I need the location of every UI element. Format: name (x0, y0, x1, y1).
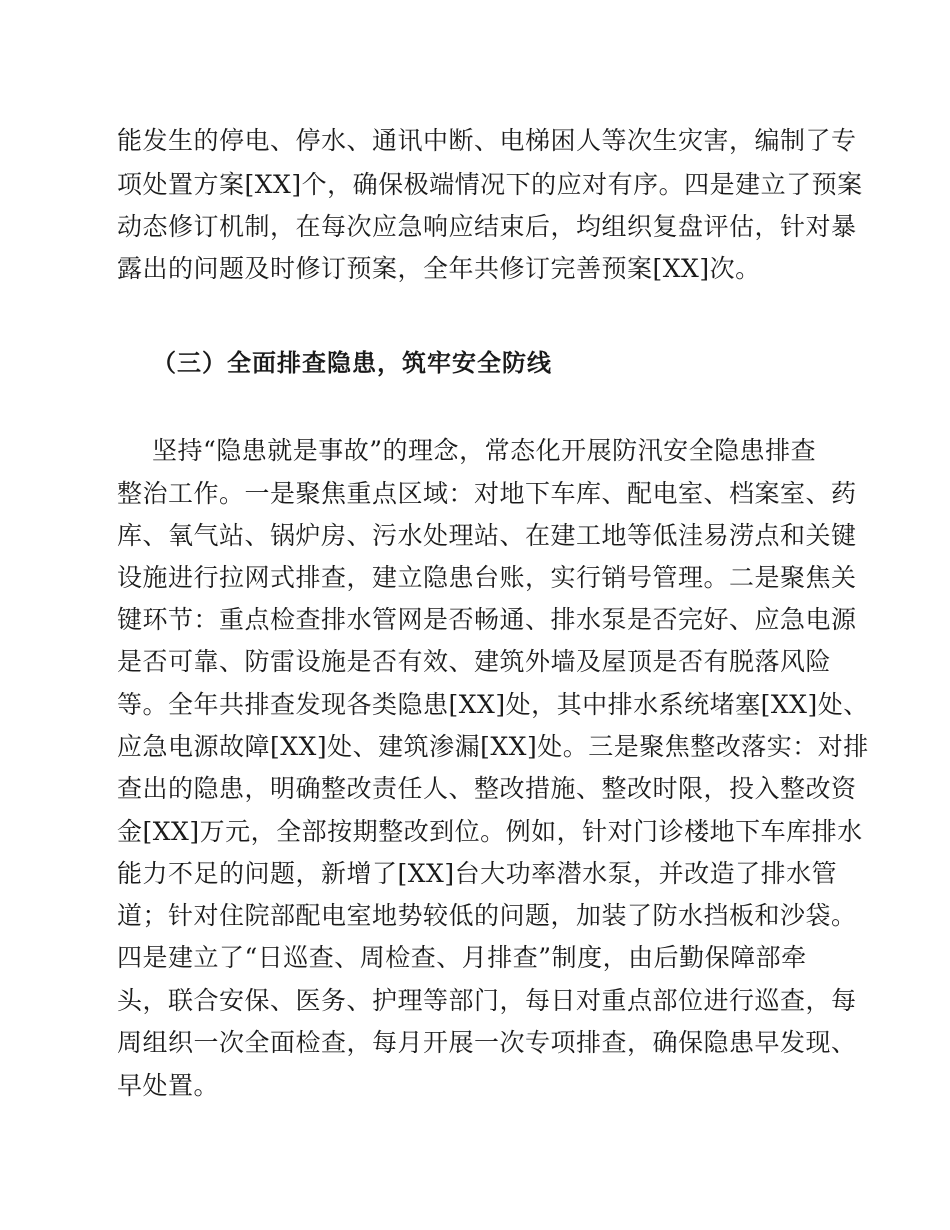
paragraph-line: 查出的隐患，明确整改责任人、整改措施、整改时限，投入整改资 (117, 774, 857, 803)
paragraph-line: 头，联合安保、医务、护理等部门，每日对重点部位进行巡查，每 (117, 986, 857, 1015)
paragraph-line: 坚持“隐患就是事故”的理念，常态化开展防汛安全隐患排查 (152, 436, 817, 465)
paragraph-line: 道；针对住院部配电室地势较低的问题，加装了防水挡板和沙袋。 (117, 901, 857, 930)
paragraph-line: 能发生的停电、停水、通讯中断、电梯困人等次生灾害，编制了专 (117, 126, 857, 155)
paragraph-line: 项处置方案[XX]个，确保极端情况下的应对有序。四是建立了预案 (117, 170, 863, 199)
paragraph-line: 等。全年共排查发现各类隐患[XX]处，其中排水系统堵塞[XX]处、 (117, 690, 869, 719)
paragraph-line: 是否可靠、防雷设施是否有效、建筑外墙及屋顶是否有脱落风险 (117, 647, 832, 676)
paragraph-line: 能力不足的问题，新增了[XX]台大功率潜水泵，并改造了排水管 (117, 859, 838, 888)
paragraph-line: 四是建立了“日巡查、周检查、月排查”制度，由后勤保障部牵 (117, 943, 807, 972)
paragraph-line: 早处置。 (117, 1071, 220, 1100)
paragraph-line: 设施进行拉网式排查，建立隐患台账，实行销号管理。二是聚焦关 (117, 563, 857, 592)
paragraph-line: 金[XX]万元，全部按期整改到位。例如，针对门诊楼地下车库排水 (117, 817, 863, 846)
paragraph-line: 露出的问题及时修订预案，全年共修订完善预案[XX]次。 (117, 254, 761, 283)
paragraph-line: 动态修订机制，在每次应急响应结束后，均组织复盘评估，针对暴 (117, 212, 857, 241)
paragraph-line: 整治工作。一是聚焦重点区域：对地下车库、配电室、档案室、药 (117, 479, 857, 508)
paragraph-line: 库、氧气站、锅炉房、污水处理站、在建工地等低洼易涝点和关键 (117, 521, 857, 550)
paragraph-line: 周组织一次全面检查，每月开展一次专项排查，确保隐患早发现、 (117, 1028, 857, 1057)
paragraph-line: 应急电源故障[XX]处、建筑渗漏[XX]处。三是聚焦整改落实：对排 (117, 732, 869, 761)
section-heading: （三）全面排查隐患，筑牢安全防线 (152, 348, 552, 377)
paragraph-line: 键环节：重点检查排水管网是否畅通、排水泵是否完好、应急电源 (117, 605, 857, 634)
